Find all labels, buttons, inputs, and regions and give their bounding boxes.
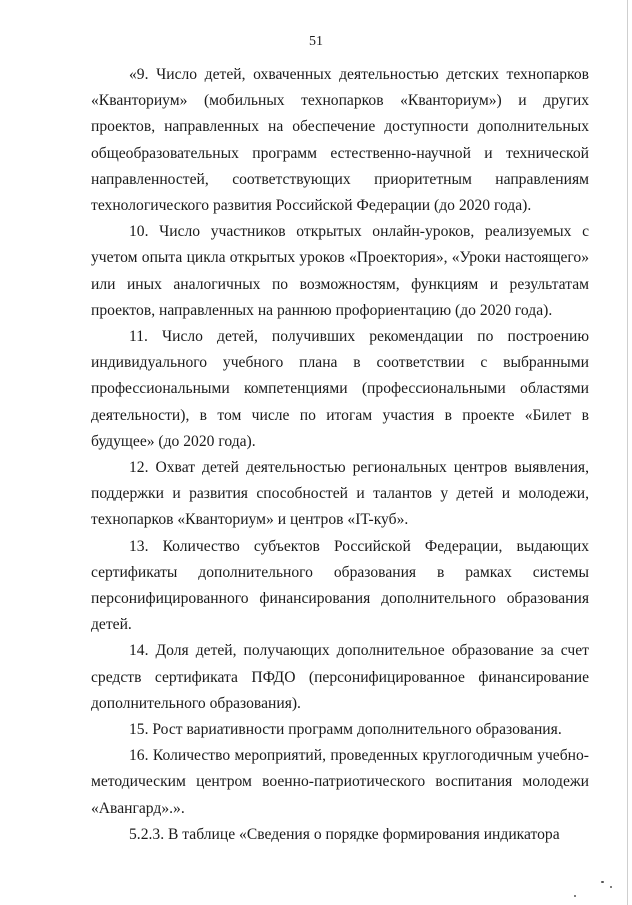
paragraph-item-13: 13. Количество субъектов Российской Федерации, выдающих сертификаты дополнительного образования в рамках системы персонифицированного финансирования дополнительного образования детей.: [91, 537, 589, 634]
paragraph-item-16: 16. Количество мероприятий, проведенных круглогодичным учебно-методическим центром военно-патриотического воспитания молодежи «Авангард».».: [91, 747, 589, 817]
paragraph-item-10: 10. Число участников открытых онлайн-уроков, реализуемых с учетом опыта цикла открытых уроков «Проектория», «Уроки настоящего» или иных аналогичных по возможностям, функциям и результатам проектов, направленных на раннюю профориентацию (до 2020 года).: [91, 223, 589, 319]
paragraph-item-12: 12. Охват детей деятельностью региональных центров выявления, поддержки и развития способностей и талантов у детей и молодежи, технопарков «Кванториум» и центров «IT-куб».: [91, 459, 589, 529]
scan-edge-line: [627, 0, 628, 905]
paragraph-section-5-2-3: 5.2.3. В таблице «Сведения о порядке формирования индикатора: [129, 825, 560, 843]
scan-speck: [610, 886, 612, 888]
paragraph-item-9: «9. Число детей, охваченных деятельностью детских технопарков «Кванториум» (мобильных технопарков «Кванториум») и других проектов, направленных на обеспечение доступности дополнительных общеобразовательных программ естественно-научной и технической направленностей, соответствующих приоритетным направлениям технологического развития Российской Федерации (до 2020 года).: [91, 66, 589, 215]
scan-speck: [601, 881, 604, 883]
page-number: 51: [309, 34, 323, 49]
document-body: [91, 62, 589, 848]
paragraph-item-15: 15. Рост вариативности программ дополнительного образования.: [129, 721, 562, 739]
paragraph-item-14: 14. Доля детей, получающих дополнительное образование за счет средств сертификата ПФДО (персонифицированное финансирование дополнительного образования).: [91, 642, 589, 712]
paragraph-item-11: 11. Число детей, получивших рекомендации по построению индивидуального учебного плана в соответствии с выбранными профессиональными компетенциями (профессиональными областями деятельности), в том числе по итогам участия в проекте «Билет в будущее» (до 2020 года).: [91, 328, 589, 450]
scan-speck: [574, 895, 576, 897]
